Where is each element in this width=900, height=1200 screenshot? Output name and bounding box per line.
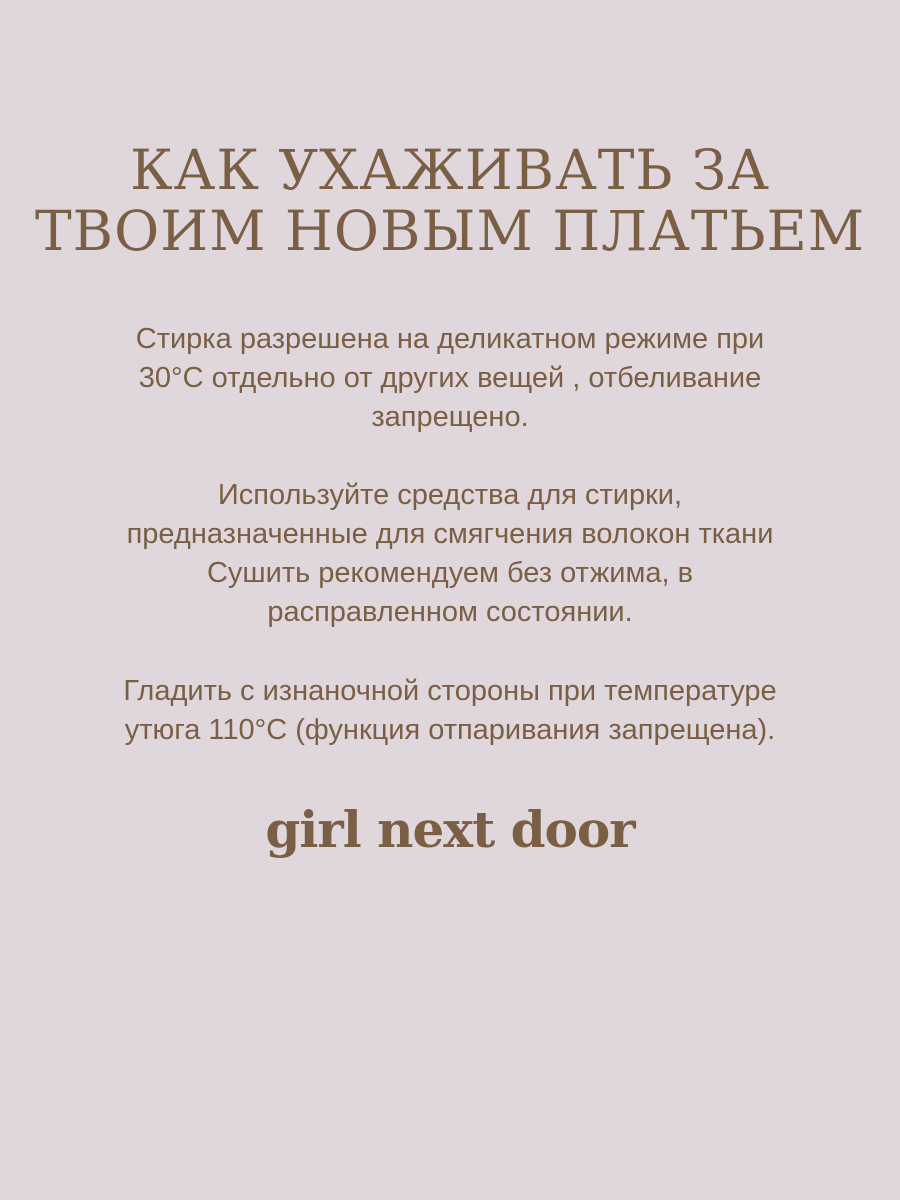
ironing-instructions (30, 672, 870, 750)
ironing-line-1: Гладить с изнаночной стороны при температуре (123, 675, 777, 707)
drying-line-1: Сушить рекомендуем без отжима, в (206, 557, 694, 589)
ironing-line-2: утюга 110°С (функция отпаривания запрещена). (124, 714, 776, 746)
detergent-drying-instructions (30, 476, 870, 632)
brand-logo: girl next door (265, 800, 635, 859)
page-title-line-1: КАК УХАЖИВАТЬ ЗА (130, 138, 770, 202)
washing-line-3: запрещено. (371, 401, 529, 433)
drying-line-2: расправленном состоянии. (267, 596, 633, 628)
washing-line-1: Стирка разрешена на деликатном режиме при (135, 323, 765, 355)
detergent-line-1: Используйте средства для стирки, (217, 479, 683, 511)
detergent-line-2: предназначенные для смягчения волокон ткани (126, 518, 774, 550)
page-title-line-2: ТВОИМ НОВЫМ ПЛАТЬЕМ (34, 199, 866, 263)
washing-line-2: 30°С отдельно от других вещей , отбеливание (138, 362, 762, 394)
washing-instructions (30, 320, 870, 437)
